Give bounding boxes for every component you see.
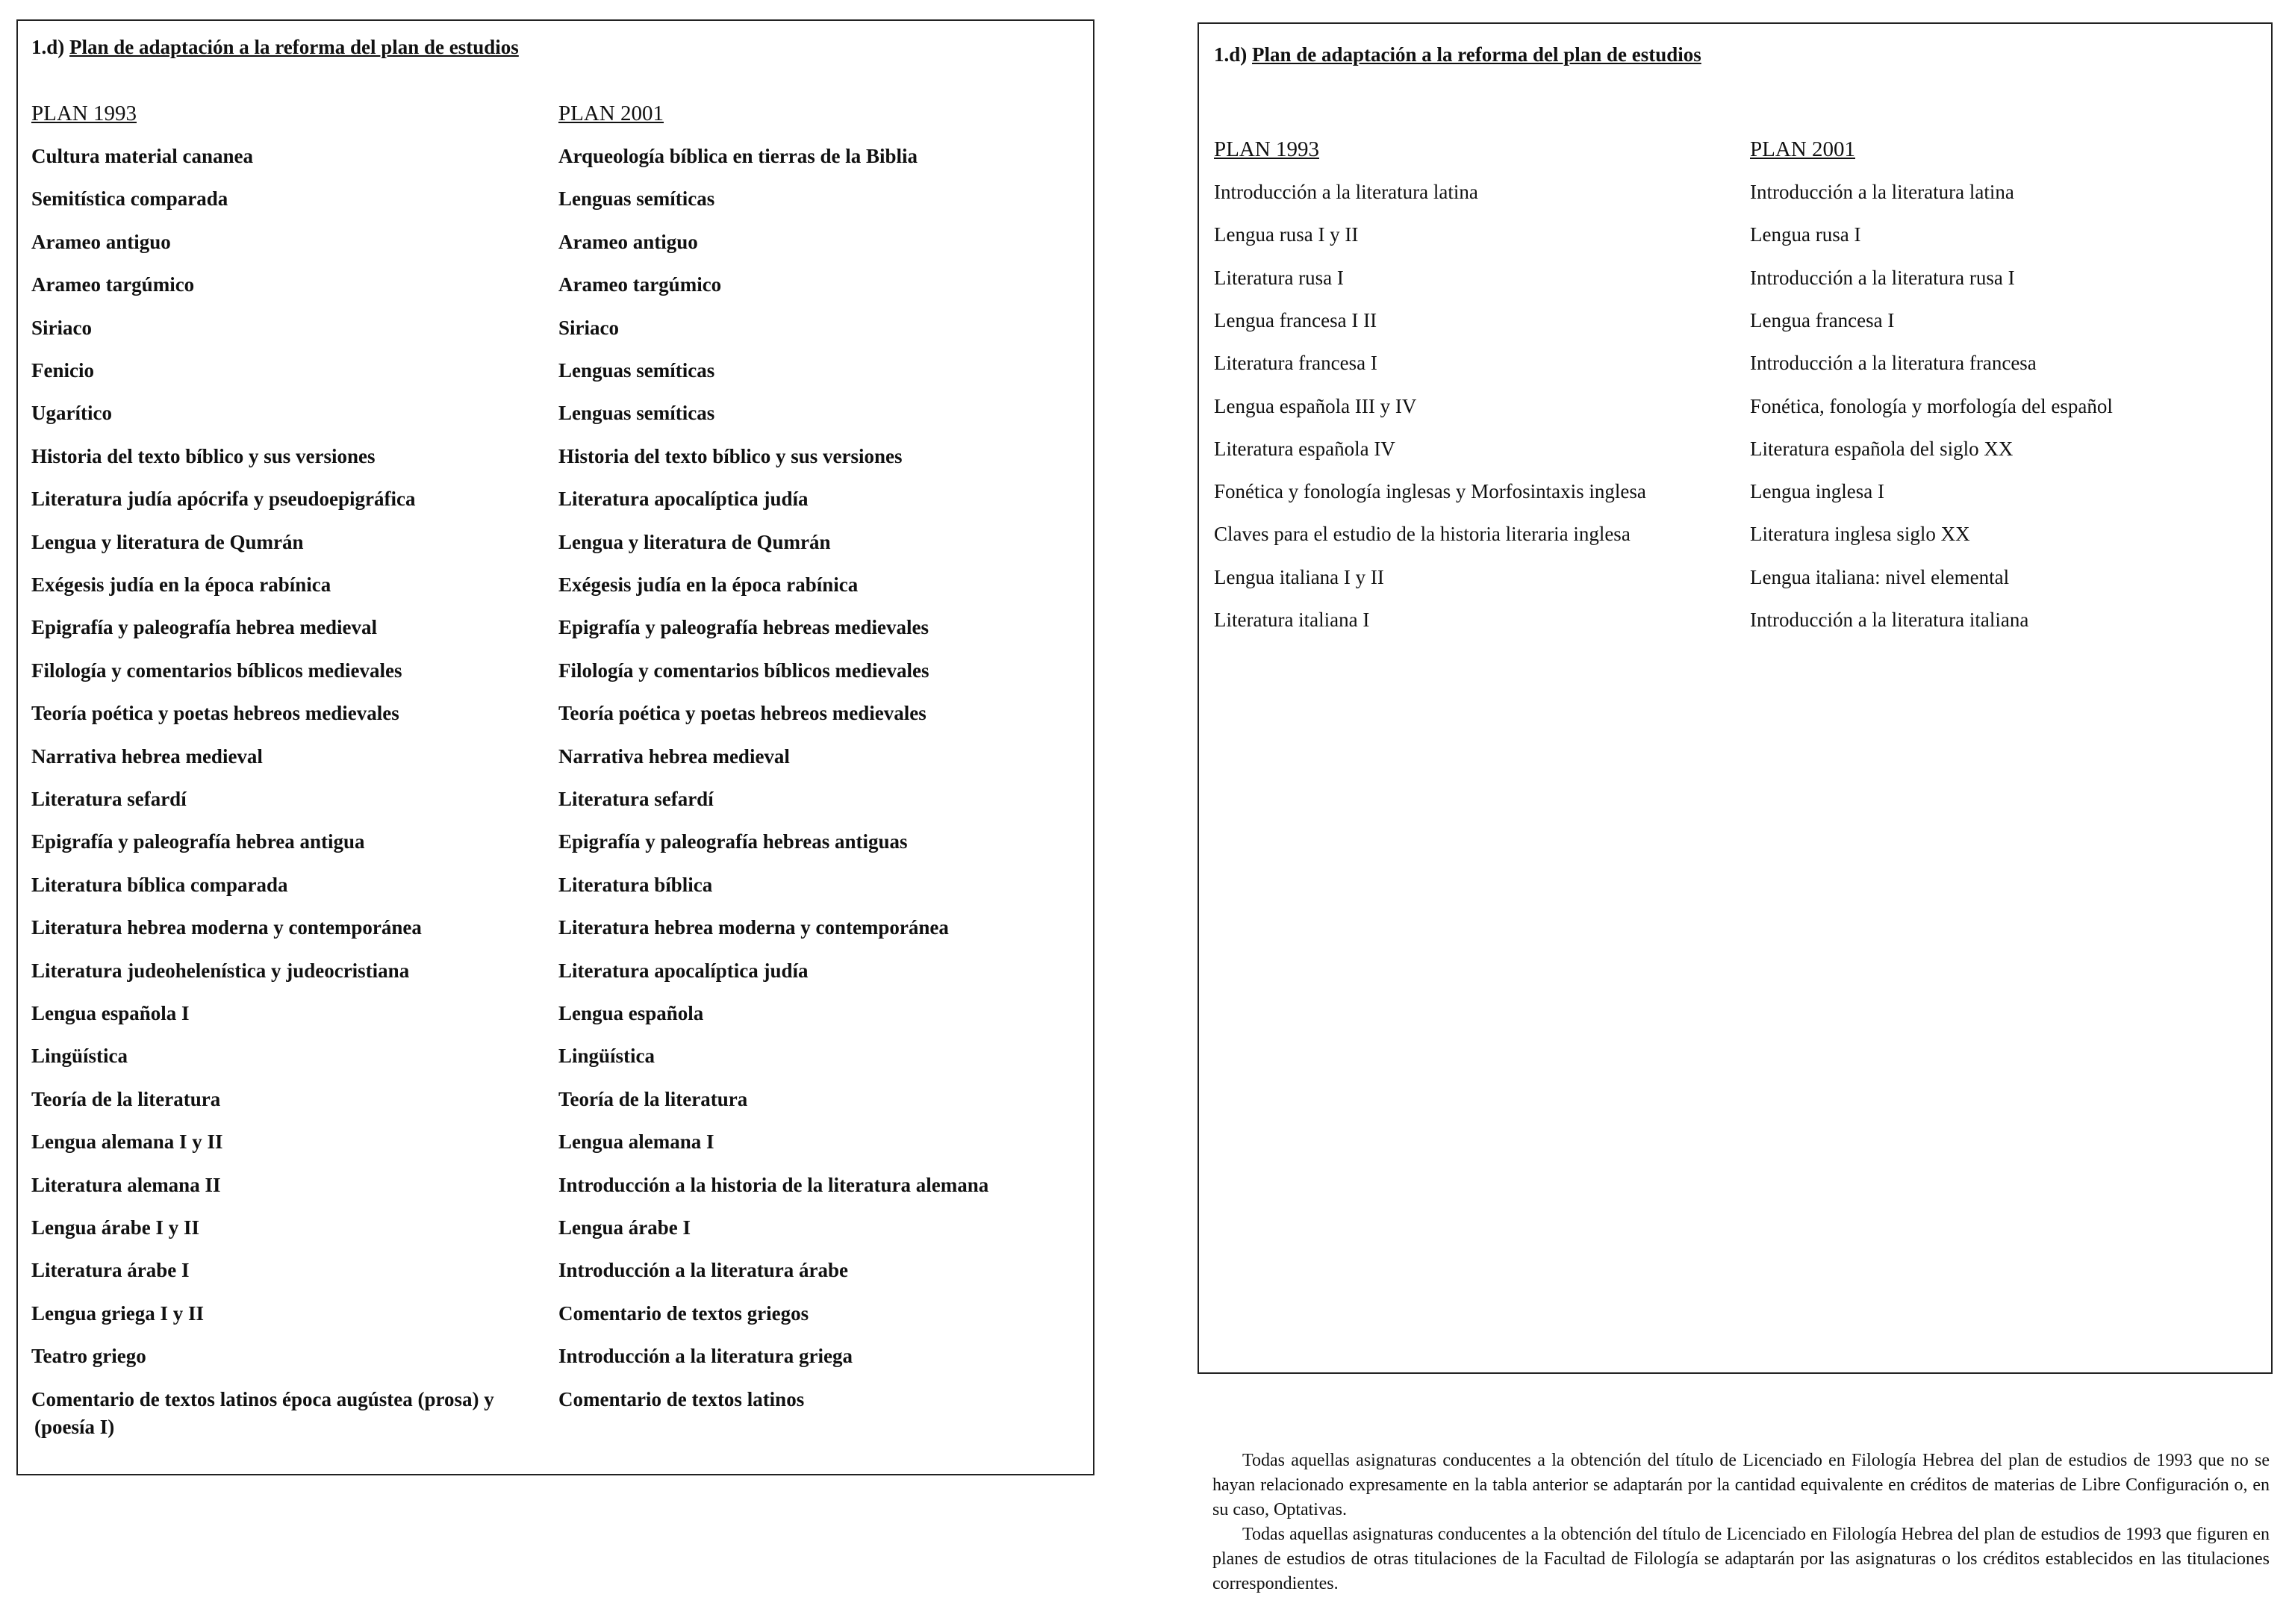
right-title-prefix: 1.d) (1214, 43, 1248, 66)
plan-1993-cell: Filología y comentarios bíblicos medievales (31, 659, 402, 682)
plan-1993-cell: Literatura alemana II (31, 1173, 221, 1196)
plan-2001-cell: Lengua inglesa I (1750, 480, 1884, 503)
plan-1993-cell: Arameo targúmico (31, 273, 195, 296)
left-panel-title (31, 36, 519, 59)
left-title-text: Plan de adaptación a la reforma del plan de estudios (69, 36, 519, 58)
plan-1993-cell: Fonética y fonología inglesas y Morfosintaxis inglesa (1214, 480, 1646, 503)
plan-1993-cell: Historia del texto bíblico y sus versiones (31, 444, 376, 467)
plan-1993-cell: Fenicio (31, 359, 94, 382)
plan-2001-cell: Literatura inglesa siglo XX (1750, 523, 1970, 546)
left-title-prefix: 1.d) (31, 36, 65, 58)
right-adaptation-table (1198, 22, 2273, 1374)
plan-1993-cell: Literatura judeohelenística y judeocristiana (31, 959, 410, 982)
plan-1993-cell: Literatura española IV (1214, 437, 1395, 460)
plan-1993-cell: Claves para el estudio de la historia literaria inglesa (1214, 523, 1631, 546)
left-adaptation-table (16, 19, 1094, 1475)
plan-2001-cell: Teoría poética y poetas hebreos medievales (558, 702, 926, 725)
plan-2001-cell: Lenguas semíticas (558, 187, 715, 211)
plan-1993-cell: Lengua alemana I y II (31, 1130, 223, 1154)
plan-2001-cell: Introducción a la literatura rusa I (1750, 266, 2015, 289)
plan-2001-cell: Introducción a la literatura francesa (1750, 352, 2037, 375)
plan-2001-cell: Fonética, fonología y morfología del español (1750, 394, 2113, 417)
plan-1993-cell: Epigrafía y paleografía hebrea medieval (31, 616, 377, 639)
plan-2001-cell: Lengua francesa I (1750, 308, 1895, 332)
plan-2001-cell: Epigrafía y paleografía hebreas antiguas (558, 830, 908, 853)
plan-1993-cell: Literatura italiana I (1214, 609, 1370, 631)
plan-2001-cell: Literatura apocalíptica judía (558, 488, 809, 511)
left-last-line-continuation: (poesía I) (34, 1416, 115, 1438)
plan-2001-cell: Lengua italiana: nivel elemental (1750, 565, 2010, 588)
plan-1993-cell: Literatura bíblica comparada (31, 873, 288, 896)
footnote (1212, 1449, 2270, 1596)
plan-1993-cell: Literatura rusa I (1214, 266, 1344, 289)
plan-1993-cell: Ugarítico (31, 402, 112, 425)
plan-1993-cell: Lengua griega I y II (31, 1301, 205, 1325)
plan-1993-cell: Literatura judía apócrifa y pseudoepigráfica (31, 488, 416, 511)
plan-1993-cell: Comentario de textos latinos época augústea (prosa) y (31, 1387, 494, 1410)
plan-1993-cell: Siriaco (31, 316, 92, 339)
plan-2001-cell: Lengua española (558, 1002, 704, 1024)
right-header-1993: PLAN 1993 (1214, 137, 1319, 161)
plan-1993-cell: Literatura hebrea moderna y contemporánea (31, 916, 422, 939)
plan-1993-cell: Teatro griego (31, 1345, 146, 1368)
plan-1993-cell: Semitística comparada (31, 187, 228, 211)
plan-2001-cell: Exégesis judía en la época rabínica (558, 573, 859, 596)
plan-2001-cell: Siriaco (558, 316, 619, 339)
plan-2001-cell: Lingüística (558, 1045, 655, 1068)
plan-2001-cell: Introducción a la literatura árabe (558, 1259, 848, 1282)
plan-1993-cell: Lingüística (31, 1045, 128, 1068)
plan-2001-cell: Lengua y literatura de Qumrán (558, 530, 831, 553)
plan-2001-cell: Arameo antiguo (558, 230, 698, 253)
left-header-1993: PLAN 1993 (31, 102, 137, 125)
plan-1993-cell: Arameo antiguo (31, 230, 171, 253)
plan-1993-cell: Lengua italiana I y II (1214, 565, 1384, 588)
plan-2001-cell: Narrativa hebrea medieval (558, 744, 790, 768)
plan-2001-cell: Comentario de textos latinos (558, 1387, 805, 1410)
plan-2001-cell: Lengua árabe I (558, 1216, 691, 1239)
plan-1993-cell: Exégesis judía en la época rabínica (31, 573, 331, 596)
plan-1993-cell: Lengua francesa I II (1214, 308, 1377, 332)
plan-1993-cell: Teoría poética y poetas hebreos medievales (31, 702, 399, 725)
plan-1993-cell: Literatura árabe I (31, 1259, 190, 1282)
plan-2001-cell: Literatura hebrea moderna y contemporánea (558, 916, 949, 939)
plan-2001-cell: Lenguas semíticas (558, 402, 715, 425)
plan-2001-cell: Filología y comentarios bíblicos medievales (558, 659, 929, 682)
plan-1993-cell: Literatura francesa I (1214, 352, 1377, 375)
plan-1993-cell: Introducción a la literatura latina (1214, 181, 1478, 203)
plan-2001-cell: Teoría de la literatura (558, 1087, 748, 1110)
plan-1993-cell: Lengua española I (31, 1002, 190, 1024)
plan-1993-cell: Narrativa hebrea medieval (31, 744, 263, 768)
plan-2001-cell: Literatura sefardí (558, 788, 714, 810)
plan-2001-cell: Comentario de textos griegos (558, 1301, 809, 1325)
plan-2001-cell: Introducción a la literatura italiana (1750, 609, 2029, 631)
plan-1993-cell: Teoría de la literatura (31, 1087, 221, 1110)
plan-1993-cell: Lengua rusa I y II (1214, 223, 1359, 246)
right-panel-title (1214, 43, 1701, 66)
plan-1993-cell: Literatura sefardí (31, 788, 187, 810)
plan-2001-cell: Literatura española del siglo XX (1750, 437, 2014, 460)
right-header-2001: PLAN 2001 (1750, 137, 1855, 161)
plan-2001-cell: Introducción a la literatura latina (1750, 181, 2014, 203)
plan-2001-cell: Literatura bíblica (558, 873, 713, 896)
plan-2001-cell: Lengua rusa I (1750, 223, 1861, 246)
plan-2001-cell: Lenguas semíticas (558, 359, 715, 382)
plan-2001-cell: Introducción a la historia de la literatura alemana (558, 1173, 989, 1196)
plan-2001-cell: Lengua alemana I (558, 1130, 714, 1154)
plan-2001-cell: Arameo targúmico (558, 273, 722, 296)
right-title-text: Plan de adaptación a la reforma del plan de estudios (1252, 43, 1701, 66)
plan-2001-cell: Epigrafía y paleografía hebreas medievales (558, 616, 929, 639)
plan-1993-cell: Lengua y literatura de Qumrán (31, 530, 304, 553)
footnote-paragraph-2: Todas aquellas asignaturas conducentes a la obtención del título de Licenciado en Filología Hebrea del plan de estudios de 1993 que figuren en planes de estudios de otras titulaciones de la Facultad de Filología se adaptarán por las asignaturas o los créditos establecidos en las titulaciones correspondientes. (1212, 1525, 2270, 1593)
plan-2001-cell: Introducción a la literatura griega (558, 1345, 853, 1368)
footnote-paragraph-1: Todas aquellas asignaturas conducentes a la obtención del título de Licenciado en Filología Hebrea del plan de estudios de 1993 que no se hayan relacionado expresamente en la tabla anterior se adaptarán por la cantidad equivalente en créditos de materias de Libre Configuración o, en su caso, Optativas. (1212, 1451, 2270, 1519)
plan-2001-cell: Historia del texto bíblico y sus versiones (558, 444, 903, 467)
plan-1993-cell: Cultura material cananea (31, 145, 253, 167)
left-header-2001: PLAN 2001 (558, 102, 664, 125)
plan-2001-cell: Literatura apocalíptica judía (558, 959, 809, 982)
plan-1993-cell: Lengua española III y IV (1214, 394, 1417, 417)
plan-1993-cell: Lengua árabe I y II (31, 1216, 200, 1239)
plan-2001-cell: Arqueología bíblica en tierras de la Biblia (558, 145, 918, 167)
plan-1993-cell: Epigrafía y paleografía hebrea antigua (31, 830, 365, 853)
